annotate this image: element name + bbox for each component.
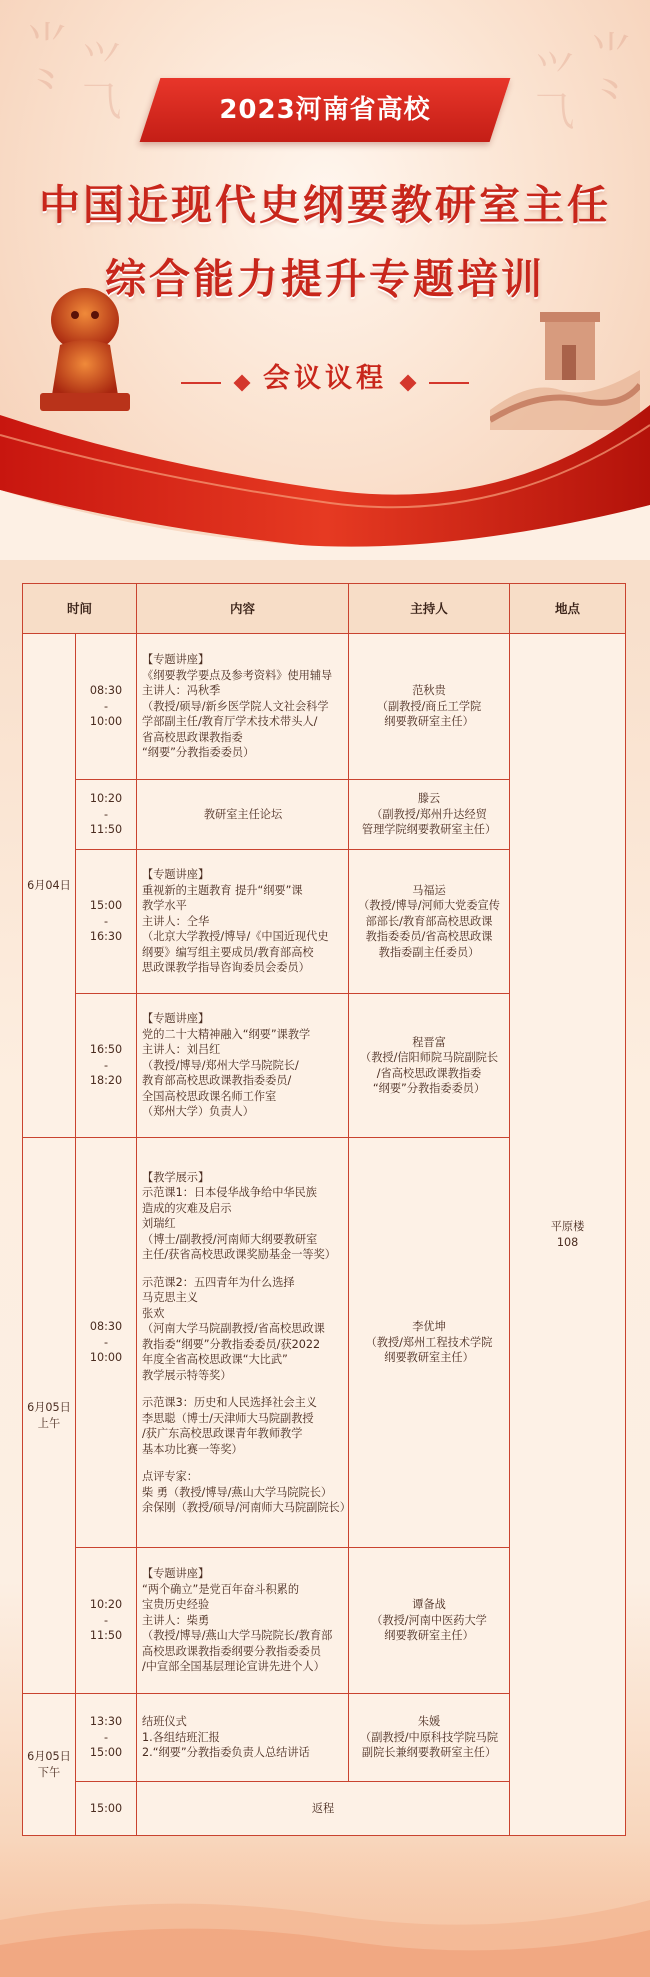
content-line: 【专题讲座】: [142, 868, 210, 882]
time-end: 10:00: [89, 715, 123, 729]
content-cell: [137, 850, 349, 994]
content-line: （北京大学教授/博导/《中国近现代史: [142, 930, 329, 944]
time-start: 16:50: [89, 1043, 123, 1057]
content-line: 教育部高校思政课教指委委员/: [142, 1074, 292, 1088]
time-cell: [76, 994, 137, 1138]
content-line: 李思聪（博士/天津师大马院副教授: [142, 1411, 314, 1425]
content-line: 【教学展示】: [142, 1170, 210, 1184]
host-line: 部部长/教育部高校思政课: [365, 914, 493, 928]
host-cell: [349, 1548, 510, 1694]
page-title-line-1: 中国近现代史纲要教研室主任: [39, 181, 611, 229]
content-line: “纲要”分教指委委员）: [142, 746, 255, 760]
date-text: 6月04日: [27, 878, 71, 892]
time-start: 13:30: [89, 1715, 123, 1729]
diamond-icon-left: [233, 374, 250, 391]
host-line: 纲要教研室主任）: [384, 1629, 474, 1643]
header-location: 地点: [510, 584, 626, 634]
content-cell: [137, 1694, 349, 1782]
spacer: [142, 1457, 344, 1469]
host-line: 教指委委员/省高校思政课: [365, 930, 493, 944]
host-line: （副教授/商丘工学院: [376, 699, 482, 713]
agenda-table-wrapper: [22, 583, 625, 1836]
time-cell: [76, 780, 137, 850]
poster-header: [0, 0, 650, 560]
content-cell: [137, 1138, 349, 1548]
calligraphy-decoration-left-2: ⺍⺄: [75, 40, 121, 120]
content-line: 马克思主义: [142, 1291, 198, 1304]
host-line: 滕云: [417, 792, 441, 806]
content-line: 张欢: [142, 1306, 165, 1320]
host-line: 纲要教研室主任）: [384, 1351, 474, 1365]
host-line: 副院长兼纲要教研室主任）: [361, 1746, 497, 1760]
header-content: 内容: [137, 584, 349, 634]
content-cell: [137, 1548, 349, 1694]
header-banner-text: 2023河南省高校: [219, 95, 431, 125]
time-start: 15:00: [89, 899, 123, 913]
host-line: 教指委副主任委员）: [378, 945, 480, 959]
host-cell: [349, 634, 510, 780]
content-line: 省高校思政课教指委: [142, 730, 243, 744]
content-line: 思政课教学指导咨询委员会委员）: [142, 961, 310, 975]
date-period: 下午: [37, 1765, 61, 1779]
time-start: 08:30: [89, 1320, 123, 1334]
time-start: 10:20: [89, 1598, 123, 1612]
time-start: 08:30: [89, 684, 123, 698]
content-line: （博士/副教授/河南师大纲要教研室: [142, 1232, 318, 1246]
time-start: 15:00: [89, 1801, 123, 1815]
content-line: 年度全省高校思政课“大比武”: [142, 1353, 288, 1366]
content-line: 【专题讲座】: [142, 653, 210, 667]
content-line: 返程: [311, 1801, 335, 1815]
content-line: 点评专家：: [142, 1470, 198, 1483]
time-dash: -: [103, 1058, 109, 1072]
time-dash: -: [103, 807, 109, 821]
content-line: 学部副主任/教育厅学术技术带头人/: [142, 715, 318, 729]
diamond-icon-right: [400, 374, 417, 391]
header-time: 时间: [23, 584, 137, 634]
header-host: 主持人: [349, 584, 510, 634]
time-dash: -: [103, 1730, 109, 1744]
date-cell: [23, 1694, 76, 1836]
subtitle-row: [0, 356, 650, 395]
table-row: [23, 634, 626, 780]
content-cell: [137, 634, 349, 780]
host-cell: [349, 1694, 510, 1782]
red-silk-ribbon: [0, 395, 650, 560]
content-line: （教授/博导/郑州大学马院院长/: [142, 1058, 299, 1072]
host-line: （副教授/中原科技学院马院: [360, 1730, 499, 1744]
time-end: 16:30: [89, 930, 123, 944]
spacer: [142, 1383, 344, 1395]
time-end: 11:50: [89, 823, 123, 837]
host-line: （教授/博导/河师大党委宣传: [358, 899, 500, 913]
bottom-decoration: [0, 1880, 650, 1977]
time-end: 18:20: [89, 1074, 123, 1088]
time-cell: [76, 1548, 137, 1694]
page-title-line-2: 综合能力提升专题培训: [105, 255, 545, 303]
content-cell: [137, 780, 349, 850]
content-cell: [137, 1782, 510, 1836]
time-end: 11:50: [89, 1629, 123, 1643]
date-text: 6月05日: [27, 1750, 71, 1763]
date-period: 上午: [37, 1416, 61, 1430]
content-line: 结班仪式: [142, 1715, 187, 1729]
content-line: 高校思政课教指委纲要分教指委委员: [142, 1644, 322, 1658]
content-line: （教授/硕导/新乡医学院人文社会科学: [142, 699, 329, 713]
content-cell: [137, 994, 349, 1138]
calligraphy-decoration-right-2: ⺍⺄: [528, 50, 574, 130]
host-line: 朱媛: [417, 1715, 441, 1729]
content-line: 教学水平: [142, 899, 187, 913]
content-line: “两个确立”是党百年奋斗积累的: [142, 1582, 300, 1596]
agenda-table: [22, 583, 626, 1836]
date-cell: [23, 634, 76, 1138]
host-cell: [349, 780, 510, 850]
host-cell: [349, 850, 510, 994]
host-line: 马福运: [412, 883, 446, 897]
content-line: 示范课3：历史和人民选择社会主义: [142, 1396, 317, 1409]
host-line: “纲要”分教指委委员）: [372, 1082, 486, 1095]
divider-line-right: [429, 382, 469, 384]
calligraphy-decoration-right: ⺌⺀: [581, 30, 632, 118]
divider-line-left: [181, 382, 221, 384]
content-line: 主讲人：仝华: [142, 914, 210, 928]
date-cell: [23, 1138, 76, 1694]
host-line: 程晋富: [412, 1035, 446, 1049]
content-line: 1.各组结班汇报: [142, 1730, 220, 1744]
content-line: （河南大学马院副教授/省高校思政课: [142, 1322, 325, 1335]
content-line: 主讲人：柴勇: [142, 1613, 210, 1627]
content-line: 重视新的主题教育 提升“纲要”课: [142, 883, 303, 897]
content-line: /获广东高校思政课青年教师教学: [142, 1427, 303, 1440]
host-line: （教授/信阳师院马院副院长: [360, 1051, 499, 1064]
content-line: 纲要》编写组主要成员/教育部高校: [142, 945, 314, 959]
host-line: 纲要教研室主任）: [384, 715, 474, 729]
content-line: /中宣部全国基层理论宣讲先进个人）: [142, 1660, 325, 1674]
content-line: 教指委“纲要”分教指委委员/获2022: [142, 1337, 321, 1351]
time-cell: [76, 1694, 137, 1782]
host-line: 谭备战: [412, 1598, 446, 1612]
content-line: 示范课1：日本侵华战争给中华民族: [142, 1186, 317, 1199]
content-line: 《纲要教学要点及参考资料》使用辅导: [142, 668, 333, 682]
content-line: 柴 勇（教授/博导/燕山大学马院院长）: [142, 1485, 333, 1499]
host-line: 管理学院纲要教研室主任）: [361, 823, 497, 837]
time-dash: -: [103, 914, 109, 928]
host-line: 李优坤: [412, 1320, 446, 1334]
content-line: 主讲人：冯秋季: [142, 684, 221, 698]
content-line: 教研室主任论坛: [203, 807, 283, 821]
content-line: 示范课2：五四青年为什么选择: [142, 1275, 295, 1289]
page-subtitle: 会议议程: [263, 363, 387, 394]
time-dash: -: [103, 1335, 109, 1349]
spacer: [142, 1263, 344, 1275]
content-line: （郑州大学）负责人）: [142, 1105, 254, 1119]
time-dash: -: [103, 1613, 109, 1627]
table-header-row: [23, 584, 626, 634]
host-line: （教授/郑州工程技术学院: [365, 1335, 493, 1349]
content-line: 刘瑞红: [142, 1217, 176, 1230]
location-line: 平原楼: [550, 1220, 585, 1233]
content-line: 党的二十大精神融入“纲要”课教学: [142, 1027, 311, 1041]
content-line: 宝贵历史经验: [142, 1598, 210, 1612]
content-line: 余保刚（教授/硕导/河南师大马院副院长）: [142, 1501, 351, 1514]
time-cell: [76, 850, 137, 994]
content-line: 教学展示特等奖）: [142, 1368, 232, 1382]
content-line: 【专题讲座】: [142, 1012, 210, 1026]
host-line: （教授/河南中医药大学: [371, 1613, 487, 1627]
content-line: 2.“纲要”分教指委负责人总结讲话: [142, 1746, 310, 1760]
location-cell: [510, 634, 626, 1836]
time-cell: [76, 634, 137, 780]
calligraphy-decoration-left: ⺌⺀: [17, 20, 68, 108]
host-line: /省高校思政课教指委: [376, 1066, 482, 1080]
content-line: 造成的灾难及启示: [142, 1201, 232, 1215]
time-start: 10:20: [89, 792, 123, 806]
time-cell: [76, 1782, 137, 1836]
content-line: 【专题讲座】: [142, 1567, 210, 1581]
content-line: 全国高校思政课名师工作室: [142, 1089, 277, 1103]
content-line: 基本功比赛一等奖）: [142, 1442, 243, 1456]
content-line: 主任/获省高校思政课奖励基金一等奖）: [142, 1248, 336, 1261]
content-line: 主讲人：刘吕红: [142, 1043, 221, 1057]
time-dash: -: [103, 699, 109, 713]
date-text: 6月05日: [27, 1401, 71, 1414]
time-end: 10:00: [89, 1351, 123, 1365]
time-end: 15:00: [89, 1746, 123, 1760]
time-cell: [76, 1138, 137, 1548]
host-cell: [349, 994, 510, 1138]
host-line: 范秋贵: [412, 684, 446, 698]
content-line: （教授/博导/燕山大学马院院长/教育部: [142, 1629, 333, 1643]
host-cell: [349, 1138, 510, 1548]
host-line: （副教授/郑州升达经贸: [371, 807, 487, 821]
location-line: 108: [556, 1235, 579, 1249]
